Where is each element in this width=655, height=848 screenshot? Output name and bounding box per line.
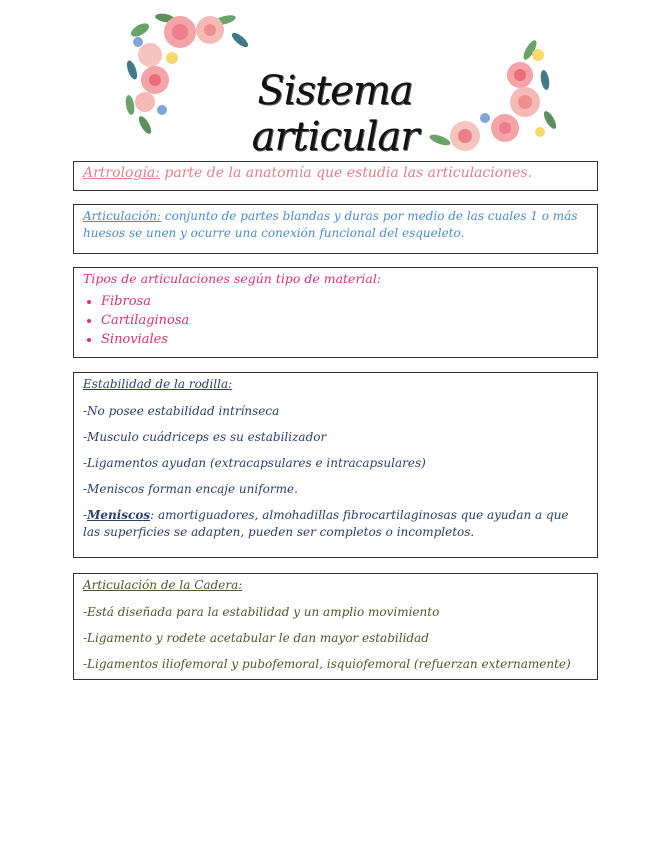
tipos-list	[101, 293, 588, 349]
list-item: • Fibrosa	[101, 293, 588, 311]
tipos-box	[73, 267, 598, 358]
header	[120, 10, 560, 160]
articulacion-definition: conjunto de partes blandas y duras por medio de las cuales 1 o más huesos se unen y ocurre una conexión funcional del esqueleto.	[83, 209, 578, 240]
meniscos-paragraph	[83, 507, 588, 541]
artrologia-term: Artrología:	[83, 165, 160, 181]
meniscos-text: : amortiguadores, almohadillas fibrocartilaginosas que ayudan a que las superficies se adapten, pueden ser completos o incompletos.	[83, 508, 569, 539]
page-title: Sistema articular	[251, 68, 419, 160]
artrologia-line	[83, 165, 588, 181]
tipos-heading: Tipos de articulaciones según tipo de material:	[83, 271, 382, 286]
list-item: • Sinoviales	[101, 331, 588, 349]
rodilla-line: -Ligamentos ayudan (extracapsulares e intracapsulares)	[83, 456, 426, 470]
rodilla-line: -Musculo cuádriceps es su estabilizador	[83, 430, 327, 444]
rodilla-line: -Meniscos forman encaje uniforme.	[83, 482, 298, 496]
rodilla-heading: Estabilidad de la rodilla:	[83, 377, 233, 391]
rodilla-box	[73, 372, 598, 558]
list-item: • Cartilaginosa	[101, 312, 588, 330]
artrologia-box	[73, 161, 598, 191]
cadera-line: -Ligamentos iliofemoral y pubofemoral, isquiofemoral (refuerzan externamente)	[83, 657, 571, 671]
cadera-box	[73, 573, 598, 680]
artrologia-definition: parte de la anatomía que estudia las articulaciones.	[159, 165, 533, 181]
articulacion-term: Articulación:	[83, 209, 162, 223]
meniscos-term: Meniscos	[87, 508, 151, 522]
meniscos-prefix: -	[83, 508, 88, 522]
articulacion-box	[73, 204, 598, 254]
cadera-heading: Articulación de la Cadera:	[83, 578, 243, 592]
cadera-line: -Está diseñada para la estabilidad y un amplio movimiento	[83, 605, 440, 619]
cadera-line: -Ligamento y rodete acetabular le dan mayor estabilidad	[83, 631, 429, 645]
rodilla-line: -No posee estabilidad intrínseca	[83, 404, 280, 418]
